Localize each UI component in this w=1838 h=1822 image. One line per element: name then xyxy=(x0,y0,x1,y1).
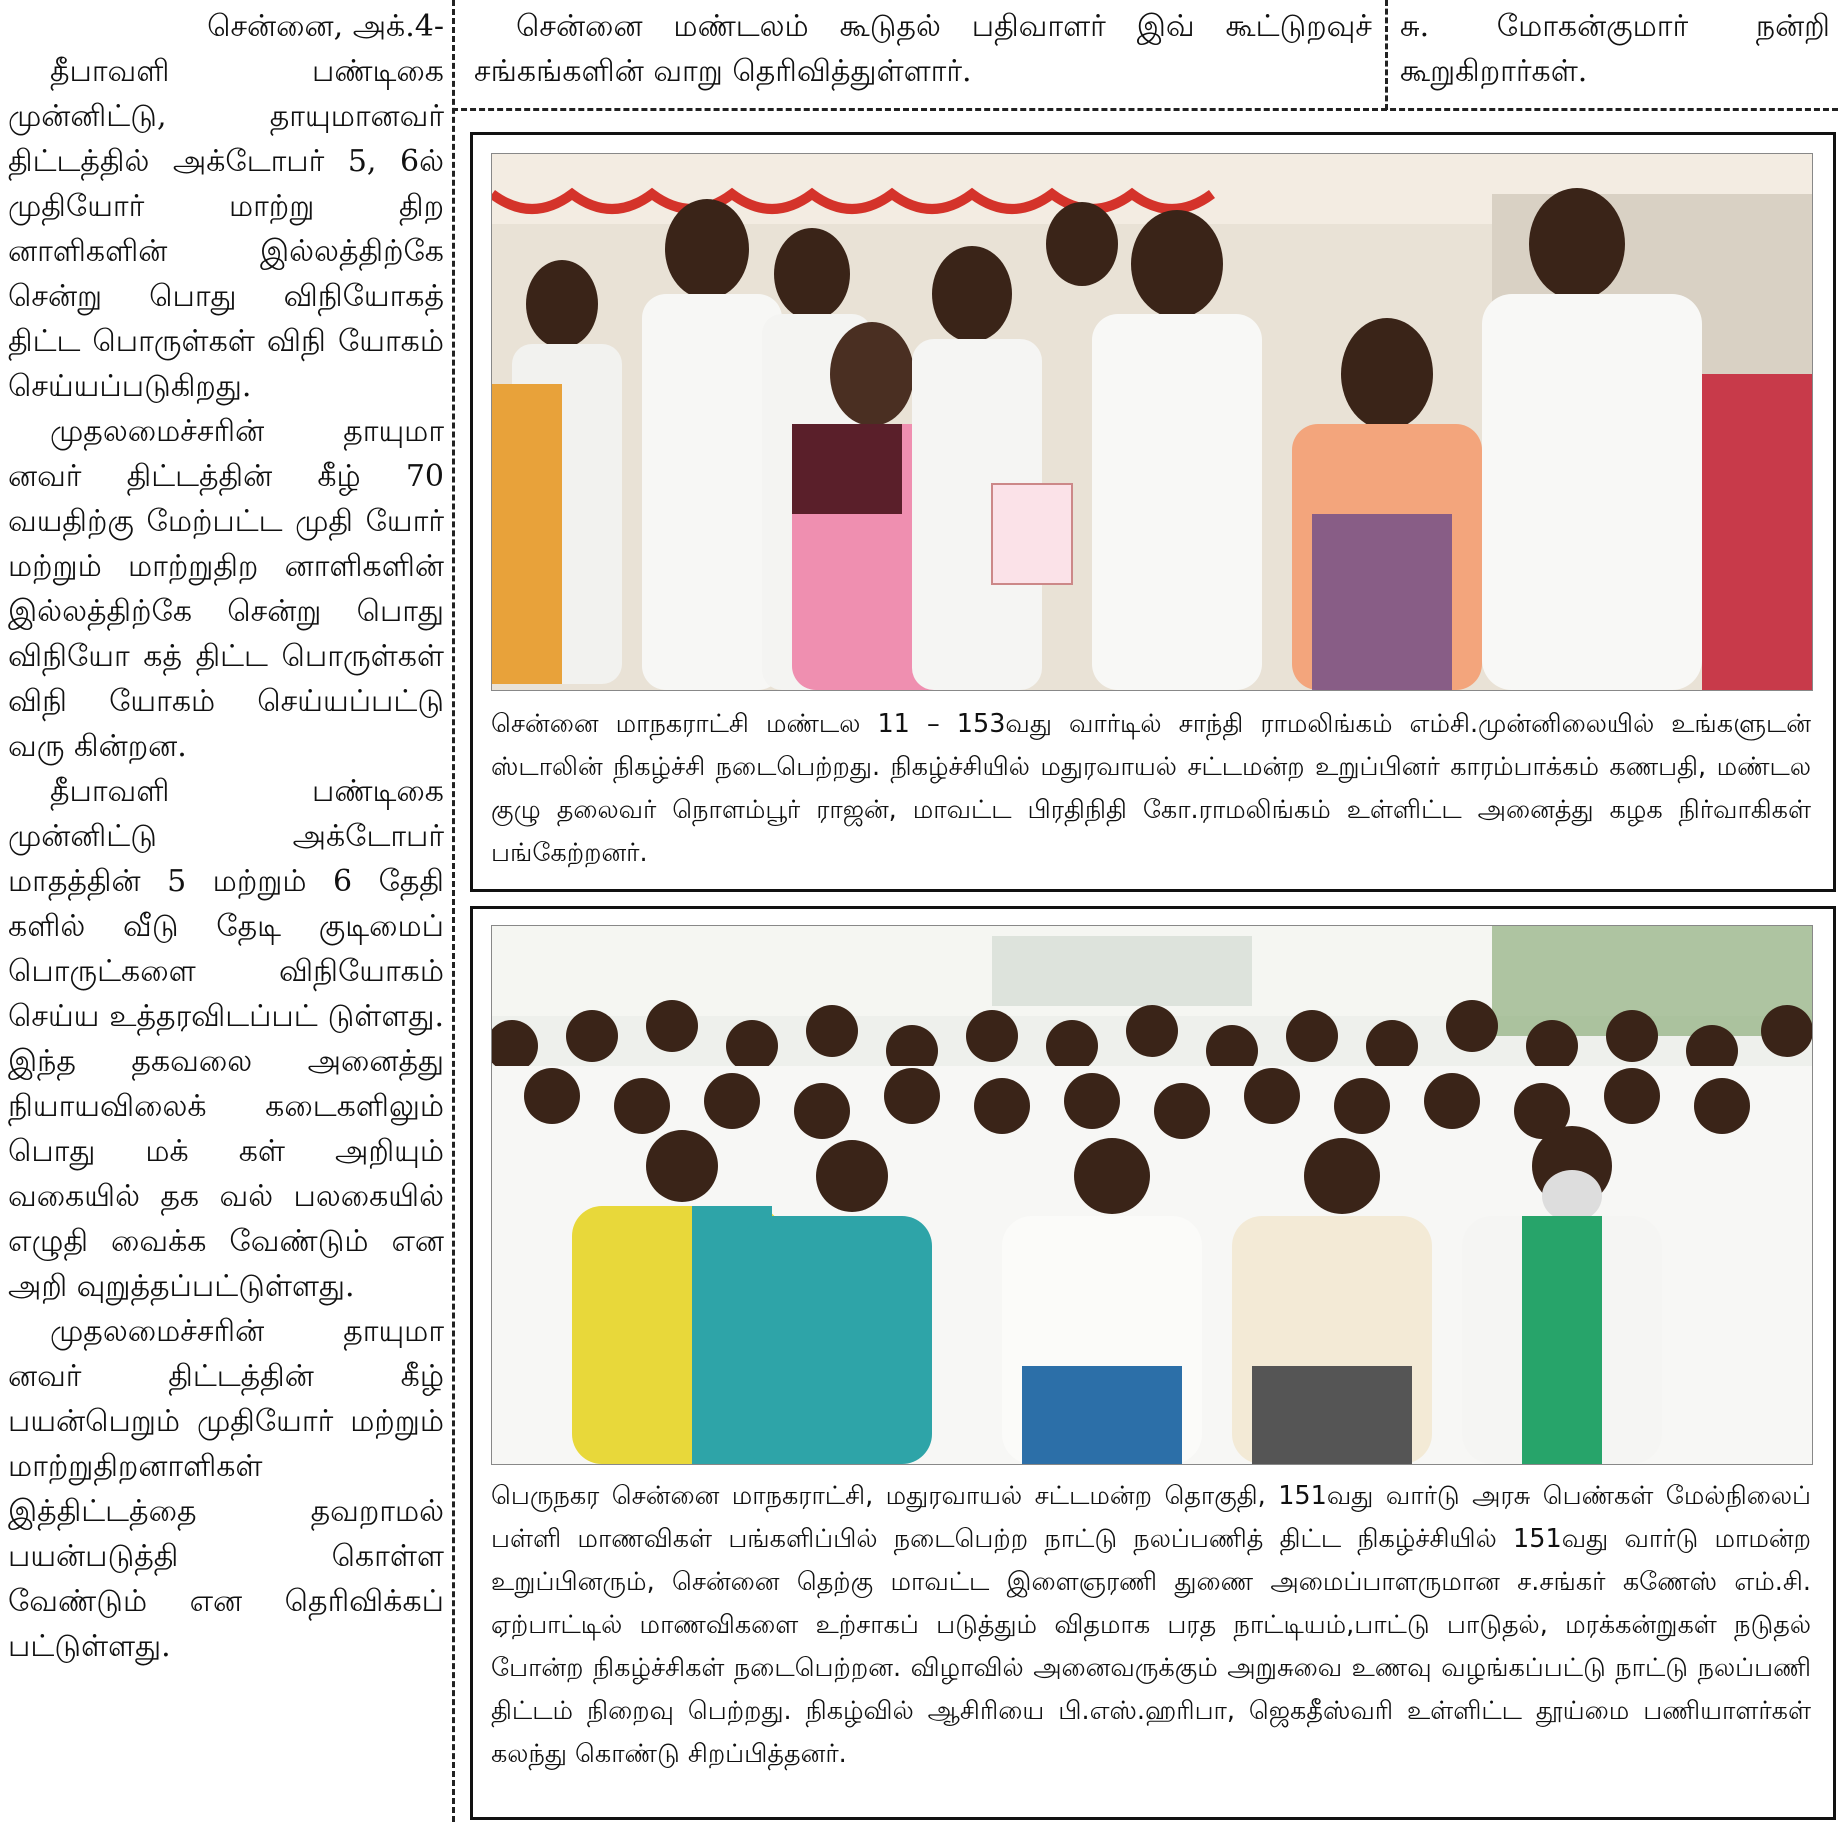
column-divider xyxy=(1385,0,1388,110)
photo-box-2 xyxy=(470,906,1836,1820)
event-photo-1 xyxy=(491,153,1813,691)
photo-2-caption: பெருநகர சென்னை மாநகராட்சி, மதுரவாயல் சட்டமன்ற தொகுதி, 151வது வார்டு அரசு பெண்கள் மேல்நிலைப் பள்ளி மாணவிகள் பங்களிப்பில் நடைபெற்ற நாட்டு நலப்பணித் திட்ட நிகழ்ச்சியில் 151வது வார்டு மாமன்ற உறுப்பினரும், சென்னை தெற்கு மாவட்ட இளைஞரணி துணை அமைப்பாளருமான ச.சங்கர் கணேஸ் எம்.சி. ஏற்பாட்டில் மாணவிகளை உற்சாகப் படுத்தும் விதமாக பரத நாட்டியம்,பாட்டு பாடுதல், மரக்கன்றுகள் நடுதல் போன்ற நிகழ்ச்சிகள் நடைபெற்றன. விழாவில் அனைவருக்கும் அறுசுவை உணவு வழங்கப்பட்டு நாட்டு நலப்பணி திட்டம் நிறைவு பெற்றது. நிகழ்வில் ஆசிரியை பி.எஸ்.ஹரிபா, ஜெகதீஸ்வரி உள்ளிட்ட தூய்மை பணியாளர்கள் கலந்து கொண்டு சிறப்பித்தனர். xyxy=(491,1481,1811,1769)
top-middle-article-tail: சென்னை மண்டலம் கூடுதல் பதிவாளர் இவ் கூட்டுறவுச் சங்கங்களின் வாறு தெரிவித்துள்ளார். xyxy=(474,9,1372,89)
article-paragraph: தீபாவளி பண்டிகை முன்னிட்டு அக்டோபர் மாதத்தின் 5 மற்றும் 6 தேதி களில் வீடு தேடி குடிமைப் பொருட்களை விநியோகம் செய்ய உத்தரவிடப்பட் டுள்ளது. இந்த தகவலை அனைத்து நியாயவிலைக் கடைகளிலும் பொது மக் கள் அறியும் வகையில் தக வல் பலகையில் எழுதி வைக்க வேண்டும் என அறி வுறுத்தப்பட்டுள்ளது. xyxy=(8,774,444,1304)
photo-1-caption: சென்னை மாநகராட்சி மண்டல 11 – 153வது வார்டில் சாந்தி ராமலிங்கம் எம்சி.முன்னிலையில் உங்களுடன் ஸ்டாலின் நிகழ்ச்சி நடைபெற்றது. நிகழ்ச்சியில் மதுரவாயல் சட்டமன்ற உறுப்பினர் காரம்பாக்கம் கணபதி, மண்டல குழு தலைவர் நொளம்பூர் ராஜன், மாவட்ட பிரதிநிதி கோ.ராமலிங்கம் உள்ளிட்ட அனைத்து கழக நிர்வாகிகள் பங்கேற்றனர். xyxy=(491,709,1811,868)
article-paragraph: தீபாவளி பண்டிகை முன்னிட்டு, தாயுமானவர் திட்டத்தில் அக்டோபர் 5, 6ல் முதியோர் மாற்று திற னாளிகளின் இல்லத்திற்கே சென்று பொது விநியோகத் திட்ட பொருள்கள் விநி யோகம் செய்யப்படுகிறது. xyxy=(8,54,444,404)
left-article-column xyxy=(8,4,444,1669)
top-right-article-tail: சு. மோகன்குமார் நன்றி கூறுகிறார்கள். xyxy=(1400,9,1830,89)
article-paragraph: முதலமைச்சரின் தாயுமா னவர் திட்டத்தின் கீழ் பயன்பெறும் முதியோர் மற்றும் மாற்றுதிறனாளிகள் இத்திட்டத்தை தவறாமல் பயன்படுத்தி கொள்ள வேண்டும் என தெரிவிக்கப் பட்டுள்ளது. xyxy=(8,1314,444,1664)
column-divider xyxy=(452,0,455,1822)
dateline: சென்னை, அக்.4- xyxy=(207,9,444,44)
article-paragraph: முதலமைச்சரின் தாயுமா னவர் திட்டத்தின் கீழ் 70 வயதிற்கு மேற்பட்ட முதி யோர் மற்றும் மாற்றுதிற னாளிகளின் இல்லத்திற்கே சென்று பொது விநியோ கத் திட்ட பொருள்கள் விநி யோகம் செய்யப்பட்டு வரு கின்றன. xyxy=(8,414,444,764)
event-photo-2 xyxy=(491,925,1813,1465)
photo-box-1 xyxy=(470,132,1836,892)
section-divider xyxy=(452,108,1838,111)
